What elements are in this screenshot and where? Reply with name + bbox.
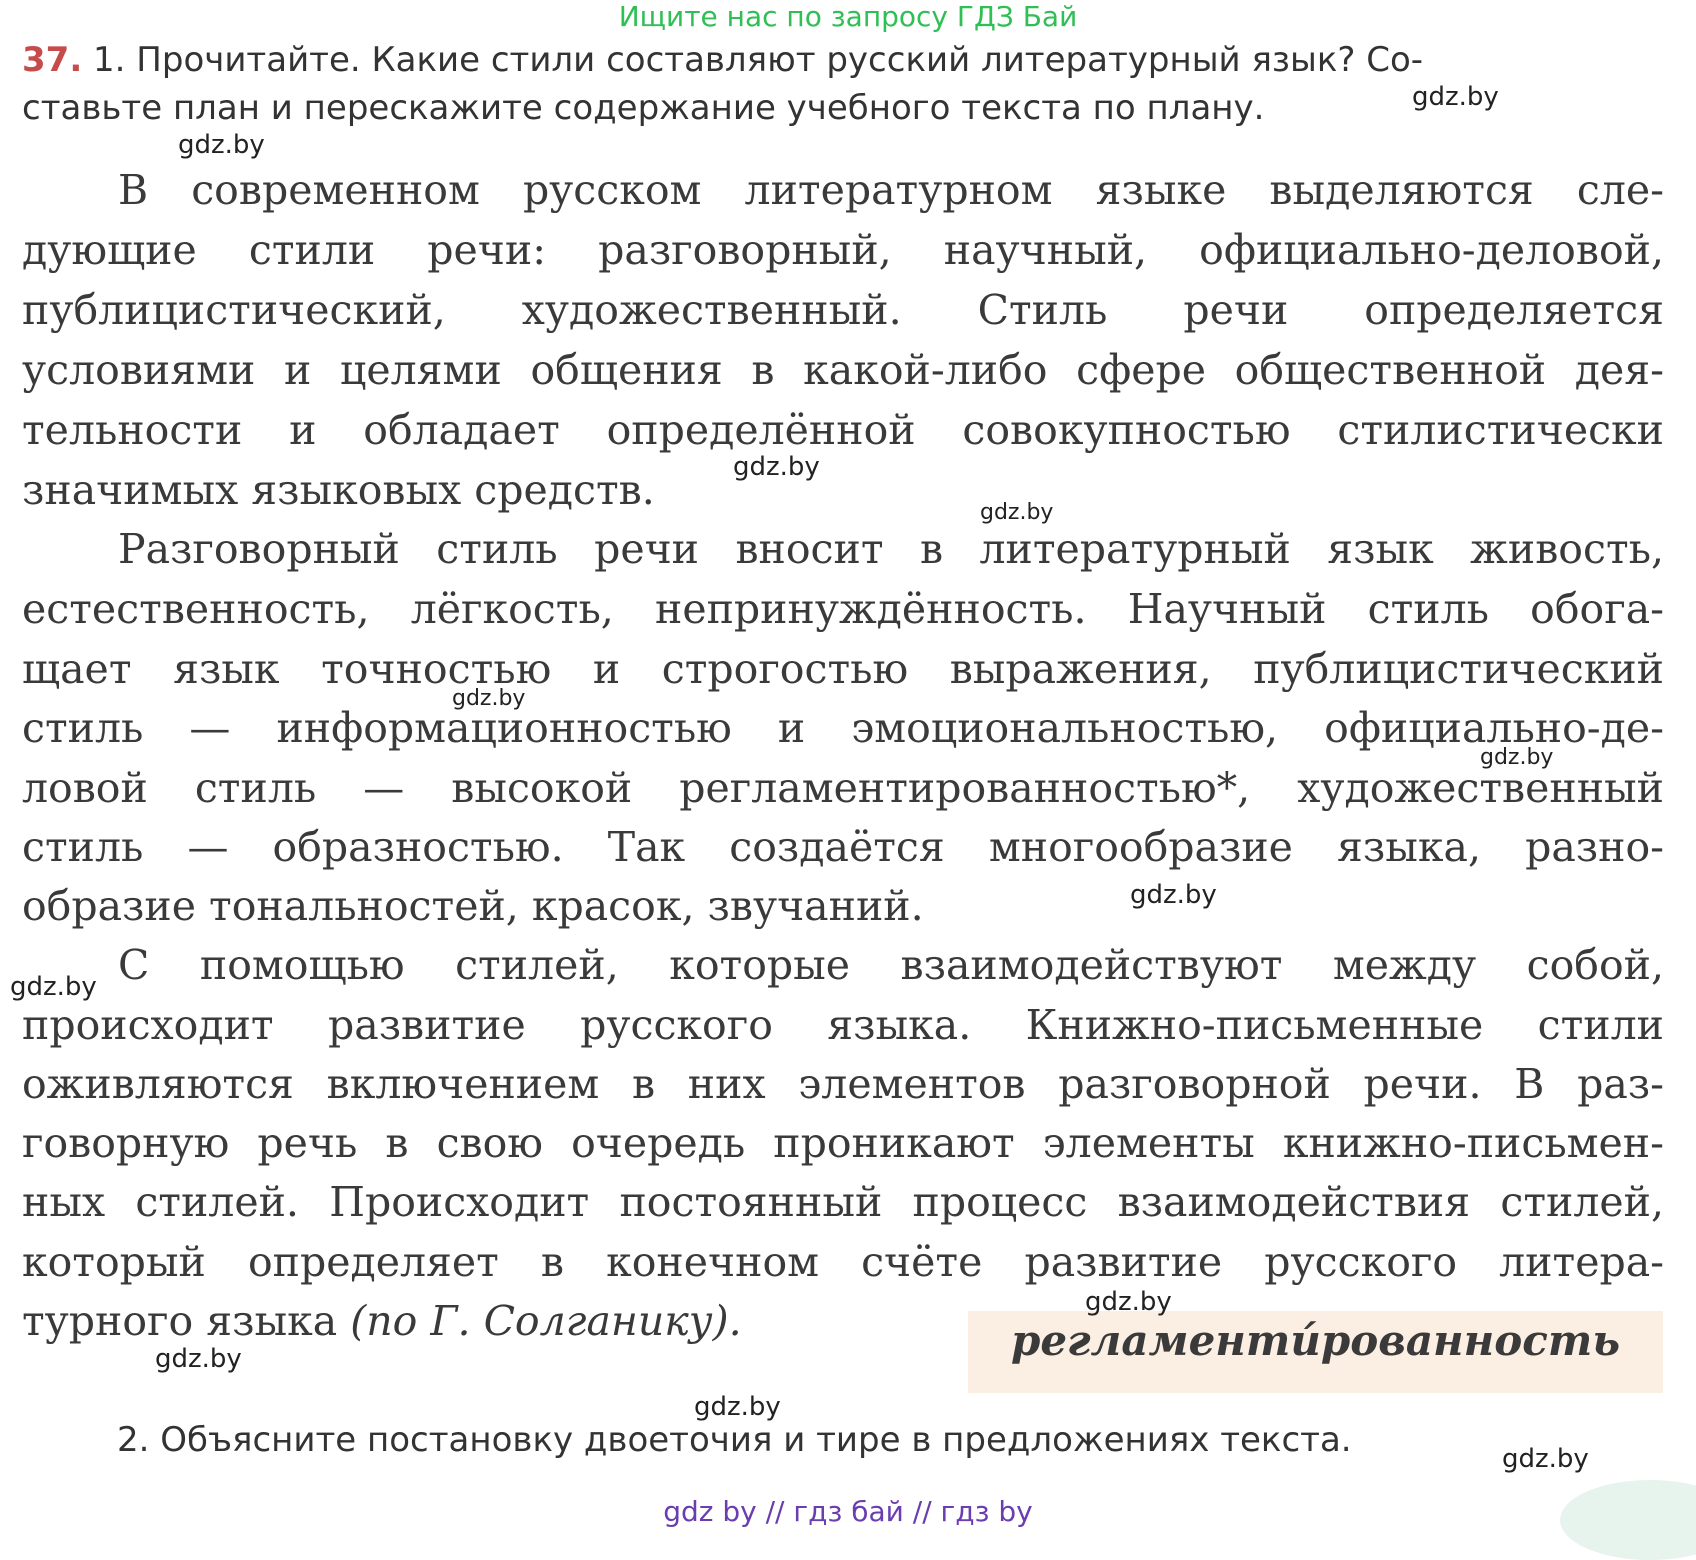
paragraph-2-line: стиль — образностью. Так создаётся многообразие языка, разно- xyxy=(22,823,1664,871)
paragraph-1-line: публицистический, художественный. Стиль речи определяется xyxy=(22,286,1664,334)
watermark: gdz.by xyxy=(155,1344,242,1374)
watermark: gdz.by xyxy=(178,130,265,160)
paragraph-3-last-text: турного языка xyxy=(22,1297,338,1345)
paragraph-1-line: дующие стили речи: разговорный, научный, официально-деловой, xyxy=(22,226,1664,274)
paragraph-1-line: тельности и обладает определённой совокупностью стилистически xyxy=(22,406,1664,454)
paragraph-3-line: который определяет в конечном счёте развитие русского литера- xyxy=(22,1238,1664,1286)
paragraph-1-line: В современном русском литературном языке выделяются сле- xyxy=(118,166,1664,214)
paragraph-3-line: говорную речь в свою очередь проникают элементы книжно-письмен- xyxy=(22,1119,1664,1167)
task-number: 37. xyxy=(22,40,83,80)
vocabulary-term: регламенти́рованность xyxy=(1010,1316,1621,1365)
paragraph-3-line: С помощью стилей, которые взаимодействуют между собой, xyxy=(118,941,1664,989)
watermark: gdz.by xyxy=(1412,82,1499,112)
watermark: gdz.by xyxy=(694,1392,781,1422)
task-instruction-line-2: ставьте план и перескажите содержание учебного текста по плану. xyxy=(22,88,1265,128)
watermark: gdz.by xyxy=(980,500,1054,525)
paragraph-1-line: значимых языковых средств. xyxy=(22,466,655,514)
paragraph-2-line: ловой стиль — высокой регламентированностью*, художественный xyxy=(22,764,1664,812)
watermark: gdz.by xyxy=(733,452,820,482)
paragraph-1-line: условиями и целями общения в какой-либо сфере общественной дея- xyxy=(22,346,1664,394)
paragraph-2-line: образие тональностей, красок, звучаний. xyxy=(22,882,924,930)
paragraph-2-line: естественность, лёгкость, непринуждённость. Научный стиль обога- xyxy=(22,585,1664,633)
paragraph-2-line: Разговорный стиль речи вносит в литературный язык живость, xyxy=(118,525,1664,573)
watermark: gdz.by xyxy=(1085,1287,1172,1317)
paragraph-3-last-line xyxy=(22,1291,742,1351)
watermark: gdz.by xyxy=(1502,1444,1589,1474)
task-heading xyxy=(22,40,1423,80)
paragraph-2-line: щает язык точностью и строгостью выражения, публицистический xyxy=(22,645,1664,693)
task-2-instruction: 2. Объясните постановку двоеточия и тире в предложениях текста. xyxy=(117,1420,1352,1460)
search-banner: Ищите нас по запросу ГДЗ Бай xyxy=(618,0,1078,33)
task-instruction-line-1: 1. Прочитайте. Какие стили составляют русский литературный язык? Со- xyxy=(93,40,1424,80)
paragraph-2-line: стиль — информационностью и эмоциональностью, официально-де- xyxy=(22,704,1664,752)
watermark: gdz.by xyxy=(10,972,97,1002)
paragraph-3-line: ных стилей. Происходит постоянный процесс взаимодействия стилей, xyxy=(22,1178,1664,1226)
watermark: gdz.by xyxy=(1130,880,1217,910)
watermark: gdz.by xyxy=(452,686,526,711)
watermark: gdz.by xyxy=(1480,745,1554,770)
source-citation: (по Г. Солганику). xyxy=(350,1297,742,1345)
paragraph-3-line: оживляются включением в них элементов разговорной речи. В раз- xyxy=(22,1060,1664,1108)
paragraph-3-line: происходит развитие русского языка. Книжно-письменные стили xyxy=(22,1001,1664,1049)
footer-watermark: gdz by // гдз бай // гдз by xyxy=(663,1495,1033,1528)
